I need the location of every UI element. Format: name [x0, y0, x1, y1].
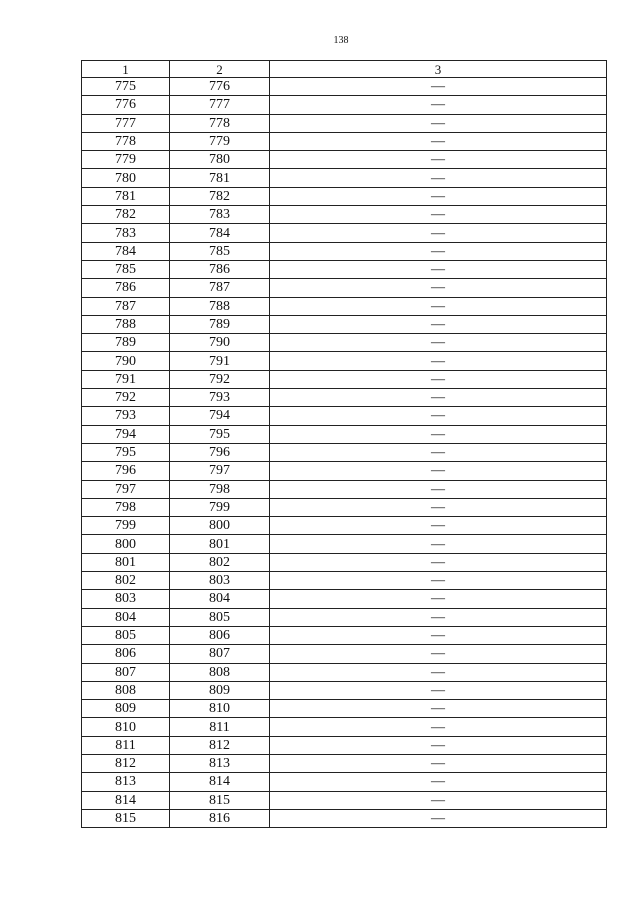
table-row	[82, 187, 607, 205]
table-cell-col-1: 811	[82, 736, 170, 754]
table-cell-col-2: 780	[170, 151, 270, 169]
table-cell-col-3: —	[270, 480, 607, 498]
column-header-1: 1	[82, 61, 170, 78]
table-header-row	[82, 61, 607, 78]
table-cell-col-3: —	[270, 151, 607, 169]
table-cell-col-2: 796	[170, 443, 270, 461]
table-cell-col-3: —	[270, 498, 607, 516]
table-cell-col-3: —	[270, 187, 607, 205]
table-cell-col-1: 783	[82, 224, 170, 242]
table-row	[82, 389, 607, 407]
table-cell-col-2: 793	[170, 389, 270, 407]
table-cell-col-1: 786	[82, 279, 170, 297]
table-cell-col-2: 804	[170, 590, 270, 608]
table-cell-col-3: —	[270, 626, 607, 644]
table-row	[82, 370, 607, 388]
table-cell-col-3: —	[270, 279, 607, 297]
table-cell-col-2: 811	[170, 718, 270, 736]
table-cell-col-1: 792	[82, 389, 170, 407]
table-cell-col-2: 776	[170, 78, 270, 96]
table-cell-col-3: —	[270, 681, 607, 699]
table-cell-col-3: —	[270, 773, 607, 791]
table-cell-col-1: 775	[82, 78, 170, 96]
table-cell-col-2: 814	[170, 773, 270, 791]
table-cell-col-2: 816	[170, 809, 270, 827]
table-row	[82, 553, 607, 571]
table-cell-col-2: 781	[170, 169, 270, 187]
table-cell-col-3: —	[270, 754, 607, 772]
table-cell-col-1: 781	[82, 187, 170, 205]
table-cell-col-2: 784	[170, 224, 270, 242]
table-row	[82, 224, 607, 242]
table-row	[82, 78, 607, 96]
table-row	[82, 736, 607, 754]
table-row	[82, 443, 607, 461]
table-row	[82, 169, 607, 187]
table-cell-col-1: 797	[82, 480, 170, 498]
table-cell-col-1: 803	[82, 590, 170, 608]
table-cell-col-1: 785	[82, 260, 170, 278]
table-cell-col-3: —	[270, 553, 607, 571]
table-cell-col-2: 806	[170, 626, 270, 644]
table-row	[82, 132, 607, 150]
table-cell-col-2: 794	[170, 407, 270, 425]
table-row	[82, 809, 607, 827]
table-cell-col-3: —	[270, 718, 607, 736]
table-cell-col-3: —	[270, 517, 607, 535]
table-cell-col-2: 777	[170, 96, 270, 114]
table-cell-col-1: 790	[82, 352, 170, 370]
table-cell-col-1: 812	[82, 754, 170, 772]
table-cell-col-3: —	[270, 297, 607, 315]
table-cell-col-2: 795	[170, 425, 270, 443]
table-cell-col-2: 778	[170, 114, 270, 132]
table-row	[82, 608, 607, 626]
table-cell-col-2: 808	[170, 663, 270, 681]
table-cell-col-3: —	[270, 224, 607, 242]
table-cell-col-2: 779	[170, 132, 270, 150]
table-cell-col-2: 812	[170, 736, 270, 754]
table-row	[82, 645, 607, 663]
table-row	[82, 206, 607, 224]
table-cell-col-2: 787	[170, 279, 270, 297]
table-cell-col-2: 803	[170, 572, 270, 590]
table-cell-col-3: —	[270, 389, 607, 407]
table-cell-col-3: —	[270, 132, 607, 150]
table-cell-col-1: 794	[82, 425, 170, 443]
table-row	[82, 535, 607, 553]
table-cell-col-3: —	[270, 572, 607, 590]
table-cell-col-1: 784	[82, 242, 170, 260]
table-row	[82, 718, 607, 736]
table-row	[82, 517, 607, 535]
table-body	[82, 78, 607, 828]
table-row	[82, 590, 607, 608]
table-cell-col-1: 796	[82, 462, 170, 480]
table-cell-col-3: —	[270, 78, 607, 96]
table-cell-col-3: —	[270, 169, 607, 187]
table-cell-col-3: —	[270, 96, 607, 114]
table-cell-col-1: 780	[82, 169, 170, 187]
table-cell-col-2: 807	[170, 645, 270, 663]
table-cell-col-3: —	[270, 645, 607, 663]
table-cell-col-1: 788	[82, 315, 170, 333]
table-cell-col-1: 799	[82, 517, 170, 535]
table-cell-col-1: 795	[82, 443, 170, 461]
table-cell-col-1: 777	[82, 114, 170, 132]
table-cell-col-2: 786	[170, 260, 270, 278]
table-cell-col-3: —	[270, 425, 607, 443]
table-cell-col-3: —	[270, 535, 607, 553]
table-cell-col-3: —	[270, 242, 607, 260]
table-cell-col-2: 788	[170, 297, 270, 315]
table-row	[82, 498, 607, 516]
table-cell-col-2: 815	[170, 791, 270, 809]
table-cell-col-1: 813	[82, 773, 170, 791]
table-cell-col-1: 807	[82, 663, 170, 681]
table-cell-col-1: 802	[82, 572, 170, 590]
table-row	[82, 96, 607, 114]
table-cell-col-3: —	[270, 206, 607, 224]
table-row	[82, 114, 607, 132]
table-cell-col-1: 782	[82, 206, 170, 224]
table-row	[82, 663, 607, 681]
table-cell-col-2: 789	[170, 315, 270, 333]
table-row	[82, 315, 607, 333]
table-cell-col-2: 809	[170, 681, 270, 699]
table-cell-col-1: 779	[82, 151, 170, 169]
table-cell-col-2: 792	[170, 370, 270, 388]
table-cell-col-1: 789	[82, 334, 170, 352]
page-number: 138	[333, 35, 349, 46]
table-row	[82, 425, 607, 443]
table-cell-col-2: 785	[170, 242, 270, 260]
column-header-2: 2	[170, 61, 270, 78]
table-row	[82, 297, 607, 315]
table-cell-col-3: —	[270, 809, 607, 827]
table-cell-col-1: 787	[82, 297, 170, 315]
table-cell-col-1: 814	[82, 791, 170, 809]
table-cell-col-1: 776	[82, 96, 170, 114]
column-header-3: 3	[270, 61, 607, 78]
table-cell-col-2: 800	[170, 517, 270, 535]
table-cell-col-2: 783	[170, 206, 270, 224]
table-cell-col-1: 804	[82, 608, 170, 626]
table-cell-col-3: —	[270, 315, 607, 333]
table-cell-col-3: —	[270, 791, 607, 809]
table-cell-col-3: —	[270, 443, 607, 461]
table-cell-col-2: 782	[170, 187, 270, 205]
table-cell-col-3: —	[270, 370, 607, 388]
table-row	[82, 700, 607, 718]
table-cell-col-1: 791	[82, 370, 170, 388]
table-cell-col-3: —	[270, 590, 607, 608]
table-cell-col-2: 813	[170, 754, 270, 772]
table-row	[82, 407, 607, 425]
table-row	[82, 242, 607, 260]
table-cell-col-3: —	[270, 334, 607, 352]
table-cell-col-3: —	[270, 663, 607, 681]
table-row	[82, 352, 607, 370]
table-cell-col-2: 790	[170, 334, 270, 352]
table-row	[82, 572, 607, 590]
table-cell-col-1: 793	[82, 407, 170, 425]
table-cell-col-2: 798	[170, 480, 270, 498]
table-cell-col-2: 791	[170, 352, 270, 370]
table-cell-col-1: 805	[82, 626, 170, 644]
table-cell-col-1: 808	[82, 681, 170, 699]
table-cell-col-2: 799	[170, 498, 270, 516]
table-cell-col-3: —	[270, 608, 607, 626]
table-row	[82, 681, 607, 699]
table-row	[82, 279, 607, 297]
table-row	[82, 260, 607, 278]
table-cell-col-2: 797	[170, 462, 270, 480]
table-row	[82, 626, 607, 644]
table-cell-col-1: 800	[82, 535, 170, 553]
table-row	[82, 462, 607, 480]
table-cell-col-1: 801	[82, 553, 170, 571]
table-cell-col-1: 810	[82, 718, 170, 736]
table-row	[82, 151, 607, 169]
table-cell-col-1: 806	[82, 645, 170, 663]
table-cell-col-3: —	[270, 352, 607, 370]
table-cell-col-1: 809	[82, 700, 170, 718]
table-row	[82, 754, 607, 772]
table-cell-col-3: —	[270, 407, 607, 425]
table-row	[82, 773, 607, 791]
table-cell-col-2: 810	[170, 700, 270, 718]
table-row	[82, 334, 607, 352]
data-table	[81, 60, 607, 828]
table-cell-col-2: 805	[170, 608, 270, 626]
table-row	[82, 480, 607, 498]
table-cell-col-3: —	[270, 260, 607, 278]
table-cell-col-3: —	[270, 736, 607, 754]
table-cell-col-3: —	[270, 114, 607, 132]
table-cell-col-1: 778	[82, 132, 170, 150]
table-cell-col-3: —	[270, 700, 607, 718]
table-cell-col-3: —	[270, 462, 607, 480]
table-cell-col-1: 815	[82, 809, 170, 827]
table-cell-col-2: 802	[170, 553, 270, 571]
table-row	[82, 791, 607, 809]
table-cell-col-2: 801	[170, 535, 270, 553]
table-cell-col-1: 798	[82, 498, 170, 516]
